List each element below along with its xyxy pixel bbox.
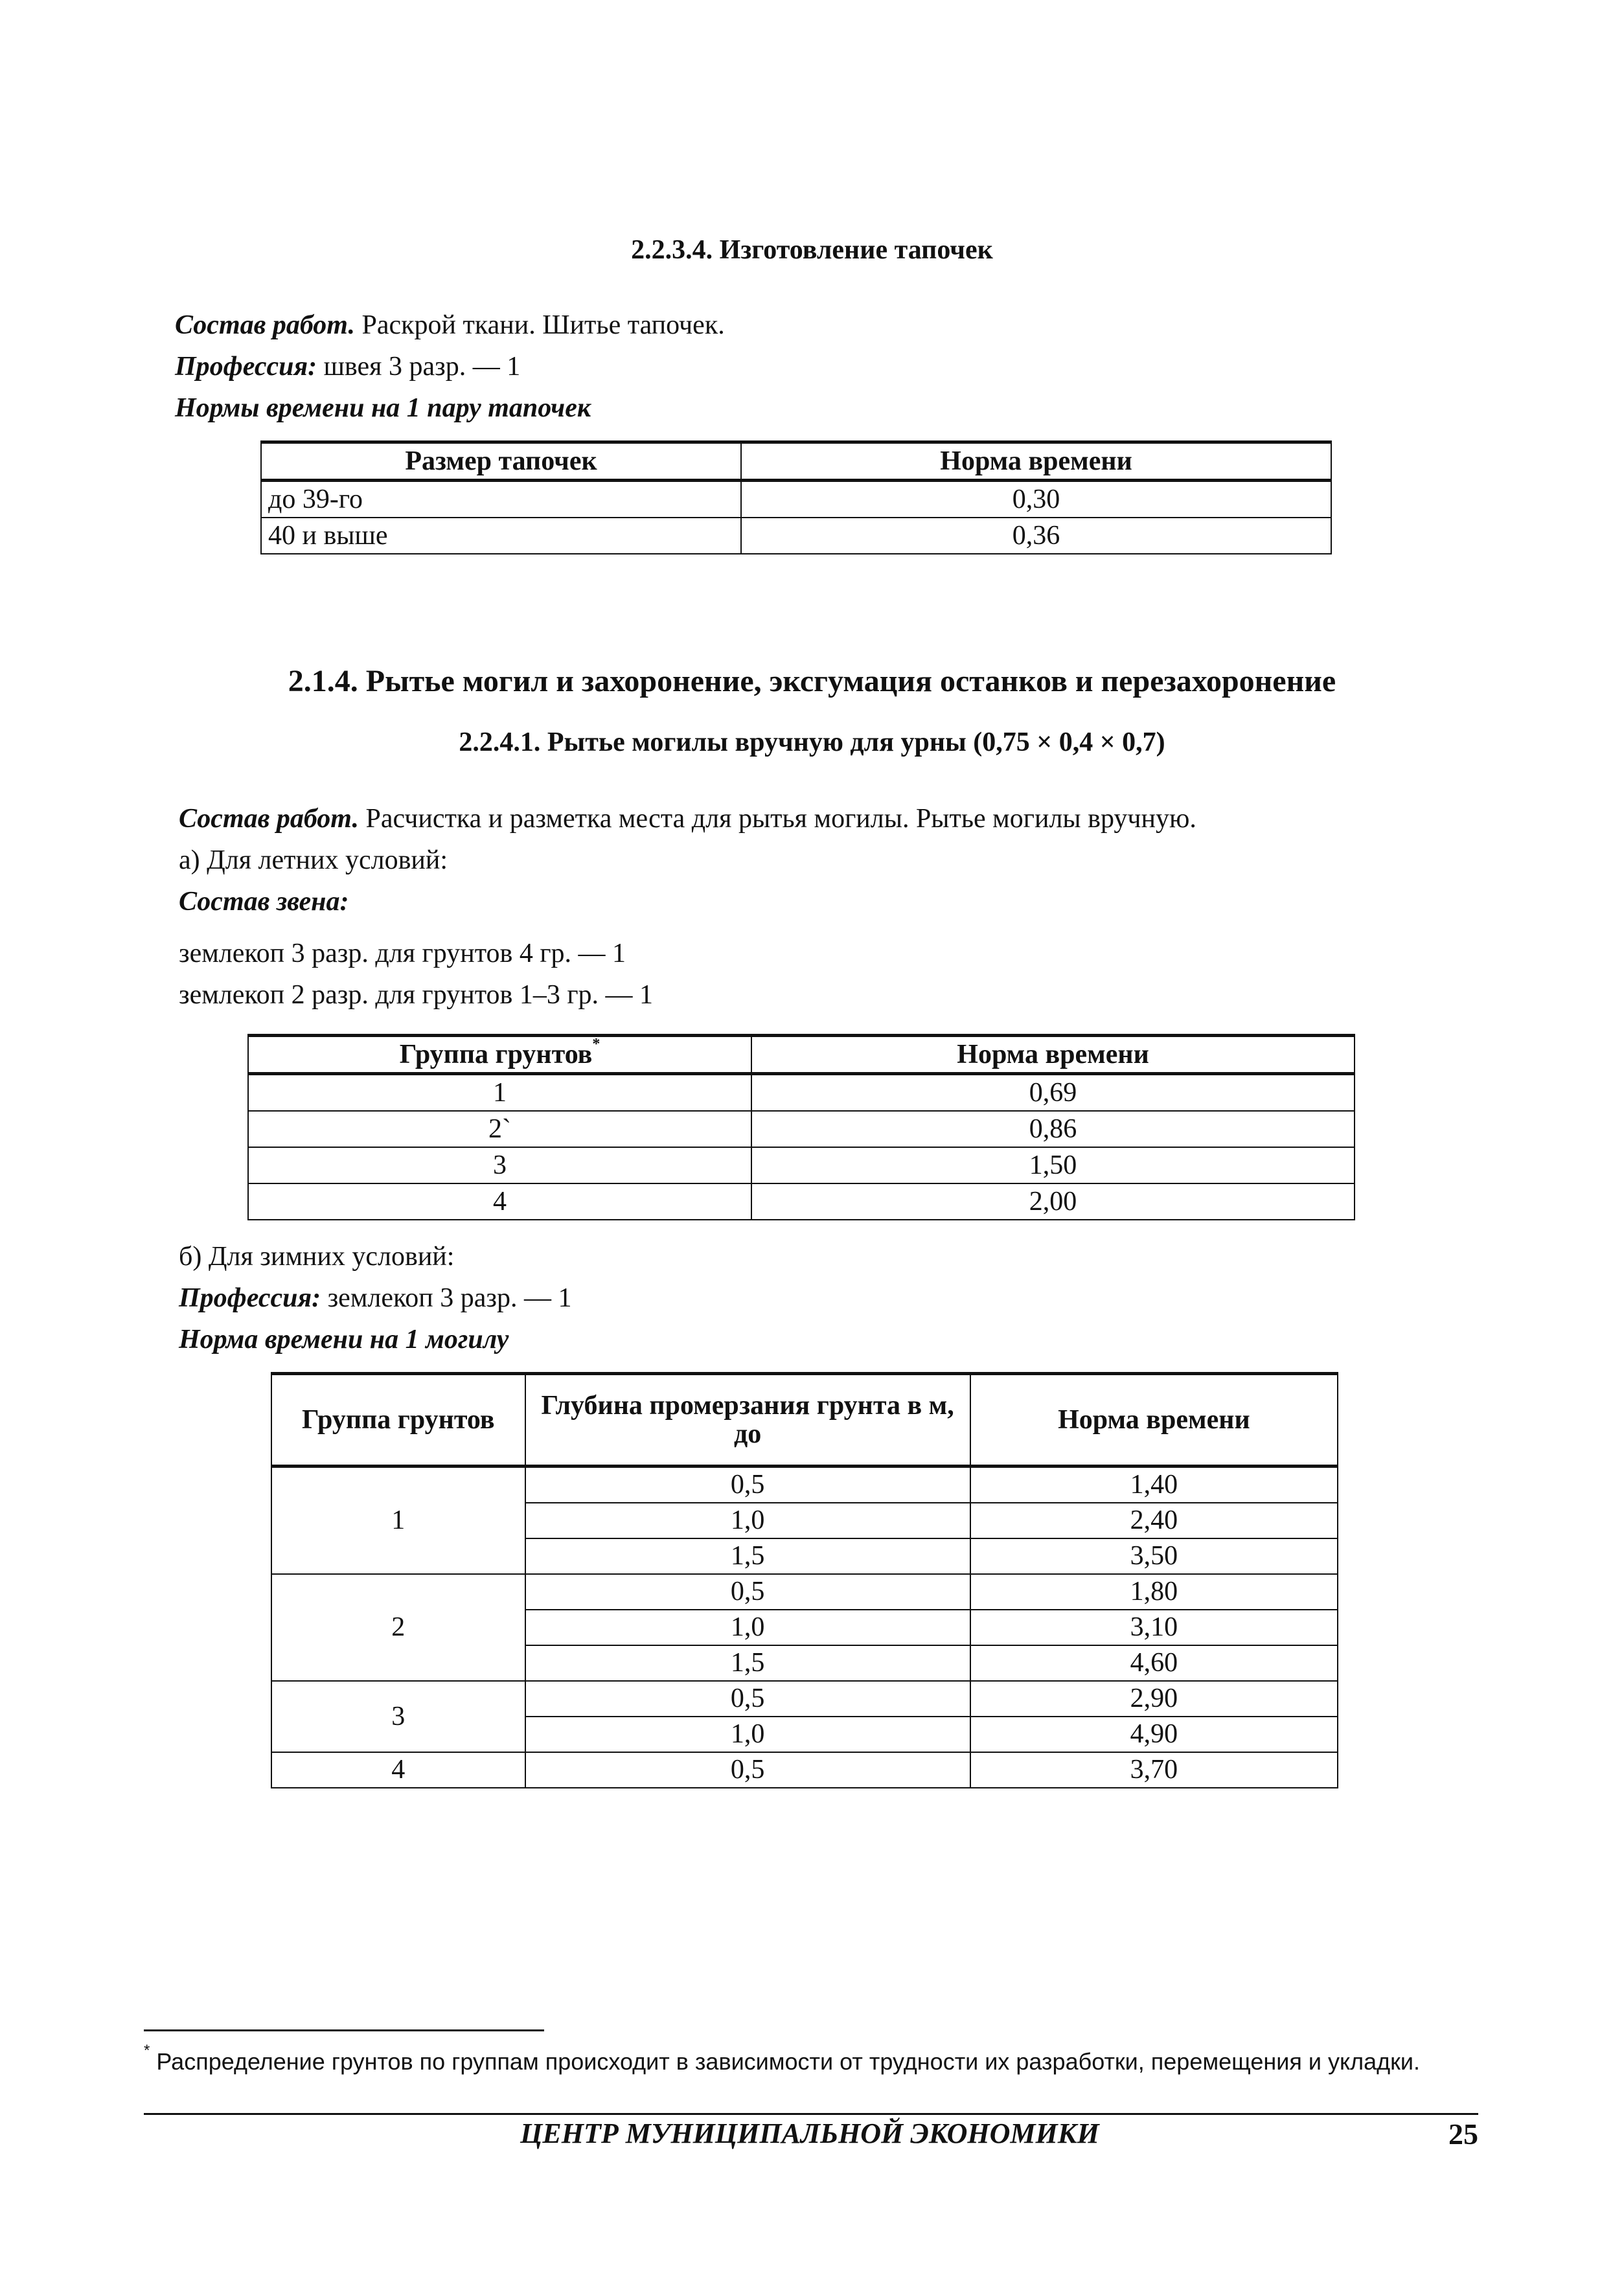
group-cell: 4 <box>271 1752 525 1788</box>
table-cell: 1,80 <box>970 1574 1338 1610</box>
column-header: Норма времени <box>970 1374 1338 1467</box>
composition-text: Раскрой ткани. Шитье тапочек. <box>361 310 725 340</box>
table-cell: 0,86 <box>751 1111 1355 1147</box>
winter-label: б) Для зимних условий: <box>179 1242 455 1272</box>
footnote-mark: * <box>592 1036 600 1053</box>
table-cell: 1 <box>248 1074 751 1112</box>
page-number: 25 <box>1448 2118 1478 2151</box>
norms-title: Нормы времени на 1 пару тапочек <box>175 393 591 423</box>
table-cell: 3 <box>248 1147 751 1183</box>
table-cell: 0,5 <box>525 1752 970 1788</box>
table-cell: 1,50 <box>751 1147 1355 1183</box>
table-row <box>271 1681 1338 1717</box>
crew-line-2: землекоп 2 разр. для грунтов 1–3 гр. — 1 <box>179 980 654 1010</box>
footnote-divider <box>144 2029 544 2031</box>
column-header-text: Группа грунтов <box>399 1040 593 1069</box>
tapochki-table <box>260 440 1332 554</box>
table-row <box>271 1467 1338 1503</box>
profession-label: Профессия: <box>179 1283 321 1313</box>
column-header: Группа грунтов <box>271 1374 525 1467</box>
norm-title: Норма времени на 1 могилу <box>179 1325 509 1354</box>
footer-title: ЦЕНТР МУНИЦИПАЛЬНОЙ ЭКОНОМИКИ <box>520 2118 1099 2149</box>
table-row <box>271 1752 1338 1788</box>
winter-norms-table <box>271 1372 1338 1788</box>
table-row <box>248 1183 1355 1220</box>
table-cell: 1,0 <box>525 1717 970 1752</box>
table-cell: 2,90 <box>970 1681 1338 1717</box>
table-header-row <box>248 1036 1355 1074</box>
summer-norms-table <box>247 1034 1355 1220</box>
table-cell: 3,70 <box>970 1752 1338 1788</box>
table-cell: 0,5 <box>525 1467 970 1503</box>
profession-label: Профессия: <box>175 352 317 382</box>
table-cell: 1,40 <box>970 1467 1338 1503</box>
column-header: Размер тапочек <box>261 442 741 481</box>
group-cell: 3 <box>271 1681 525 1752</box>
group-cell: 2 <box>271 1574 525 1681</box>
footnote-text: Распределение грунтов по группам происходит в зависимости от трудности их разработки, перемещения и укладки. <box>156 2048 1421 2075</box>
table-cell: 40 и выше <box>261 518 741 554</box>
profession-line-1 <box>175 351 520 382</box>
table-cell: до 39-го <box>261 481 741 518</box>
column-header: Глубина промерзания грунта в м, до <box>525 1374 970 1467</box>
column-header <box>248 1036 751 1074</box>
profession-line-2 <box>179 1283 572 1314</box>
table-cell: 1,0 <box>525 1503 970 1538</box>
footnote <box>144 2042 1478 2078</box>
table-header-row <box>271 1374 1338 1467</box>
group-cell: 1 <box>271 1467 525 1575</box>
composition-line-2 <box>179 803 1196 834</box>
table-cell: 4,90 <box>970 1717 1338 1752</box>
table-cell: 0,36 <box>741 518 1331 554</box>
profession-text: землекоп 3 разр. — 1 <box>327 1283 572 1313</box>
table-cell: 1,5 <box>525 1645 970 1681</box>
composition-line-1 <box>175 310 725 341</box>
section-title-urn-grave: 2.2.4.1. Рытье могилы вручную для урны (0,75 × 0,4 × 0,7) <box>459 727 1165 757</box>
table-cell: 0,5 <box>525 1681 970 1717</box>
composition-label: Состав работ. <box>179 804 359 834</box>
footer-divider <box>144 2113 1478 2115</box>
column-header: Норма времени <box>751 1036 1355 1074</box>
table-cell: 0,69 <box>751 1074 1355 1112</box>
crew-line-1: землекоп 3 разр. для грунтов 4 гр. — 1 <box>179 939 626 968</box>
table-row <box>248 1074 1355 1112</box>
summer-label: а) Для летних условий: <box>179 845 448 875</box>
table-row <box>248 1147 1355 1183</box>
table-cell: 3,10 <box>970 1610 1338 1645</box>
table-cell: 2,00 <box>751 1183 1355 1220</box>
column-header: Норма времени <box>741 442 1331 481</box>
table-cell: 3,50 <box>970 1538 1338 1574</box>
crew-label: Состав звена: <box>179 887 349 917</box>
table-cell: 1,5 <box>525 1538 970 1574</box>
composition-text: Расчистка и разметка места для рытья могилы. Рытье могилы вручную. <box>365 804 1196 834</box>
section-title-tapochki: 2.2.3.4. Изготовление тапочек <box>631 235 993 265</box>
table-cell: 4,60 <box>970 1645 1338 1681</box>
table-cell: 0,30 <box>741 481 1331 518</box>
table-row <box>261 481 1331 518</box>
table-cell: 4 <box>248 1183 751 1220</box>
table-header-row <box>261 442 1331 481</box>
composition-label: Состав работ. <box>175 310 355 340</box>
profession-text: швея 3 разр. — 1 <box>323 352 521 382</box>
table-row <box>248 1111 1355 1147</box>
table-cell: 2` <box>248 1111 751 1147</box>
footnote-mark: * <box>144 2042 150 2059</box>
section-title-graves: 2.1.4. Рытье могил и захоронение, эксгумация останков и перезахоронение <box>288 664 1336 698</box>
table-cell: 1,0 <box>525 1610 970 1645</box>
table-cell: 2,40 <box>970 1503 1338 1538</box>
table-cell: 0,5 <box>525 1574 970 1610</box>
table-row <box>261 518 1331 554</box>
table-row <box>271 1574 1338 1610</box>
